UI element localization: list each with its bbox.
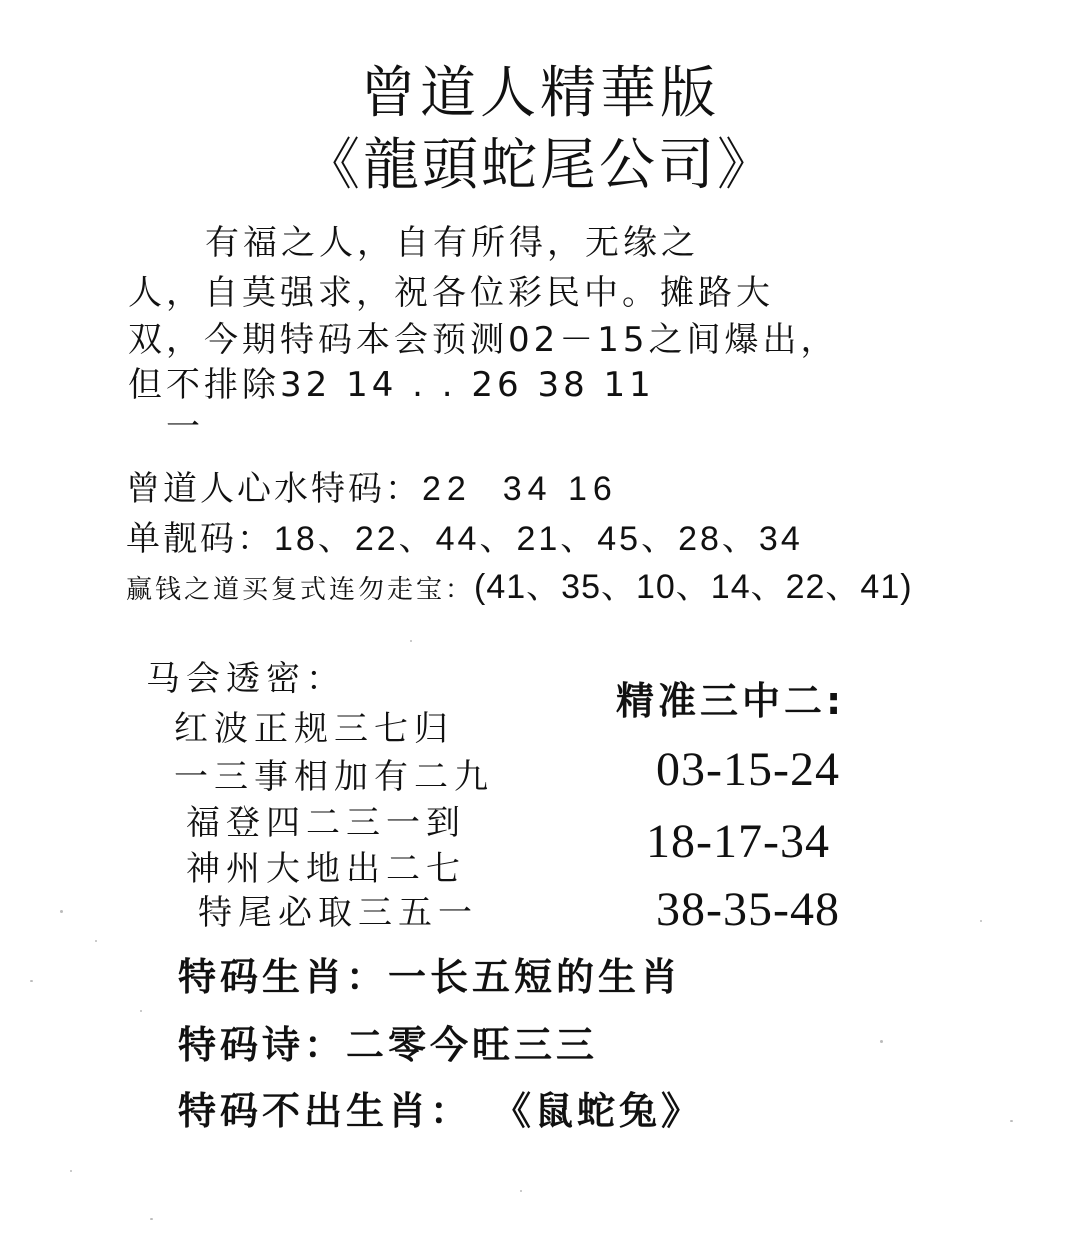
verse-line-1: 红波正规三七归 — [174, 709, 454, 749]
single-code-row — [126, 519, 803, 559]
scan-speck — [30, 980, 33, 982]
precise-value-3: 38-35-48 — [656, 883, 840, 936]
heart-code-row — [126, 469, 618, 509]
scan-speck — [95, 940, 97, 942]
precise-value-1: 03-15-24 — [656, 743, 840, 796]
exclude-label: 特码不出生肖： — [178, 1089, 473, 1133]
poem-value: 二零今旺三三 — [346, 1023, 599, 1067]
scan-speck — [60, 910, 63, 913]
verse-line-4: 神州大地出二七 — [186, 849, 466, 889]
single-code-values: 18、22、44、21、45、28、34 — [274, 520, 803, 558]
win-way-values: (41、35、10、14、22、41) — [474, 568, 913, 606]
verse-line-3: 福登四二三一到 — [186, 803, 466, 843]
verse-line-2: 一三事相加有二九 — [174, 757, 494, 797]
scan-speck — [410, 640, 412, 642]
exclude-row — [178, 1089, 704, 1133]
intro-line-1: 有福之人，自有所得，无缘之 — [205, 223, 699, 263]
precise-value-2: 18-17-34 — [646, 815, 830, 868]
horse-secret-heading: 马会透密： — [146, 659, 346, 699]
zodiac-value: 一长五短的生肖 — [388, 955, 683, 999]
scan-speck — [140, 1010, 142, 1012]
poem-label: 特码诗： — [178, 1023, 347, 1067]
heart-code-label: 曾道人心水特码： — [126, 469, 422, 509]
zodiac-label: 特码生肖： — [178, 955, 389, 999]
title-line-1: 曾道人精華版 — [360, 61, 720, 126]
intro-line-5: 一 — [166, 407, 204, 447]
precise-heading: 精准三中二: — [616, 679, 846, 723]
scan-speck — [70, 1170, 72, 1172]
scan-speck — [520, 1190, 522, 1192]
verse-line-5: 特尾必取三五一 — [198, 893, 478, 933]
scan-speck — [1010, 1120, 1013, 1122]
intro-line-4: 但不排除32 14 . . 26 38 11 — [128, 365, 655, 405]
intro-line-3: 双，今期特码本会预测02－15之间爆出， — [128, 320, 839, 360]
win-way-label: 赢钱之道买复式连勿走宝： — [126, 575, 475, 605]
scan-speck — [980, 920, 982, 922]
heart-code-values: 22 34 16 — [422, 470, 618, 508]
title-line-2: 《龍頭蛇尾公司》 — [304, 133, 776, 198]
scan-speck — [150, 1218, 153, 1220]
win-way-row — [126, 570, 913, 604]
intro-line-2: 人，自莫强求，祝各位彩民中。摊路大 — [128, 273, 774, 313]
poem-row — [178, 1023, 599, 1067]
exclude-value: 《鼠蛇兔》 — [512, 1089, 704, 1133]
single-code-label: 单靓码： — [126, 519, 274, 559]
zodiac-row — [178, 955, 683, 999]
scan-speck — [880, 1040, 883, 1043]
